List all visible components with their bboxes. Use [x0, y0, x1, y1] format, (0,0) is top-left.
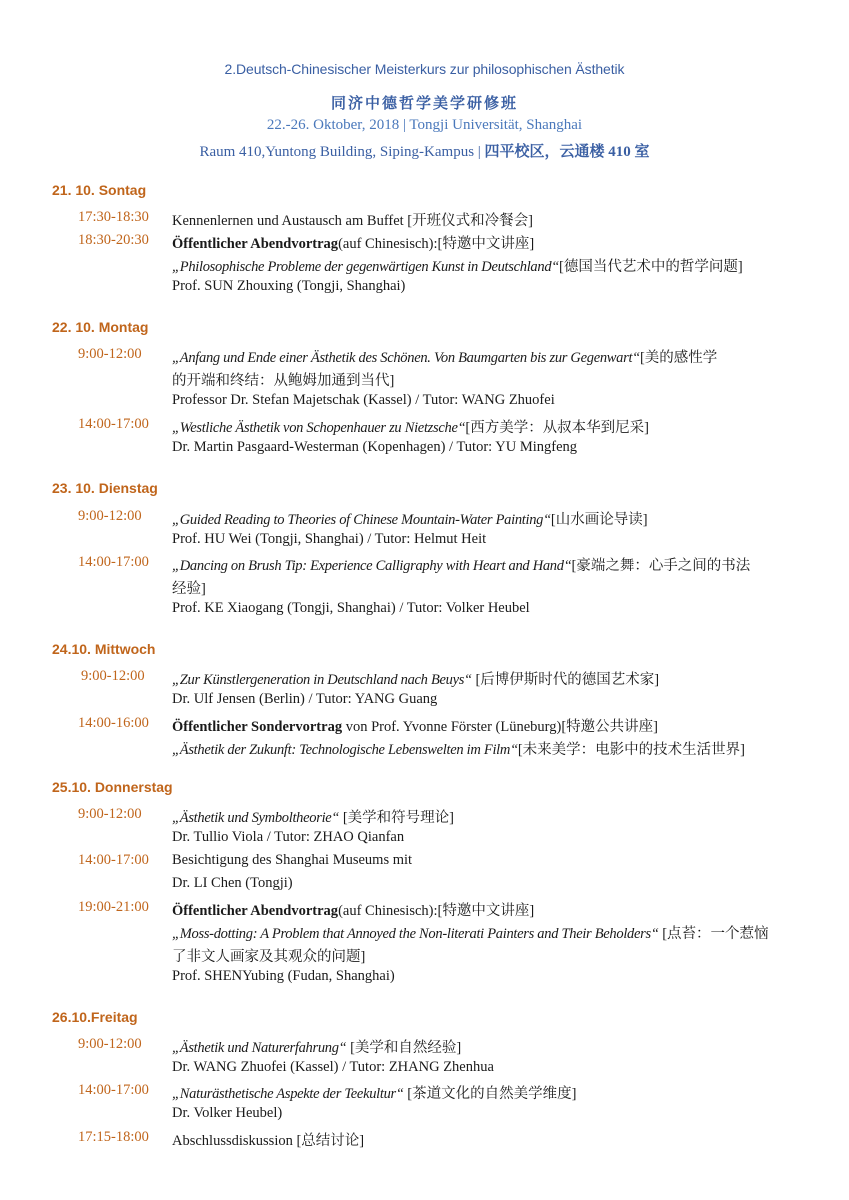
- session-title-line: [172, 554, 812, 575]
- session-title-cn: [美学和自然经验]: [346, 1040, 462, 1056]
- time-slot: 14:00-17:00: [78, 1082, 149, 1098]
- time-slot: 14:00-17:00: [78, 416, 149, 432]
- session-speaker: Dr. WANG Zhuofei (Kassel) / Tutor: ZHANG Zhenhua: [172, 1059, 494, 1075]
- room-chinese: 四平校区，云通楼 410 室: [484, 144, 650, 160]
- session-speaker: Prof. HU Wei (Tongji, Shanghai) / Tutor: Helmut Heit: [172, 531, 487, 547]
- time-slot: 9:00-12:00: [78, 806, 142, 822]
- session-title-cont: 的开端和终结：从鲍姆加通到当代]: [172, 373, 395, 389]
- session-title-line: [172, 508, 812, 529]
- time-slot: 19:00-21:00: [78, 899, 149, 915]
- session-speaker: Dr. Tullio Viola / Tutor: ZHAO Qianfan: [172, 829, 405, 845]
- session-title-cn: [未来美学：电影中的技术生活世界]: [517, 742, 745, 758]
- session-text: Besichtigung des Shanghai Museums mit: [172, 852, 413, 868]
- session-title-line: [172, 668, 812, 689]
- time-slot: 14:00-16:00: [78, 715, 149, 731]
- course-title: 2.Deutsch-Chinesischer Meisterkurs zur philosophischen Ästhetik: [224, 61, 625, 77]
- room-text: Raum 410,Yuntong Building, Siping-Kampus |: [199, 144, 481, 160]
- session-title-cn: [豪端之舞：心手之间的书法: [571, 558, 751, 574]
- chinese-title: 同济中德哲学美学研修班: [330, 96, 518, 112]
- session-title: „Naturästhetische Aspekte der Teekultur“: [172, 1086, 404, 1102]
- session-speaker: Dr. Martin Pasgaard-Westerman (Kopenhagen) / Tutor: YU Mingfeng: [172, 439, 578, 455]
- session-title-cn: [点苔：一个惹恼: [658, 926, 769, 942]
- session-title: „Ästhetik und Naturerfahrung“: [172, 1040, 347, 1056]
- session-title-cn: [茶道文化的自然美学维度]: [403, 1086, 577, 1102]
- session-title: „Moss-dotting: A Problem that Annoyed the Non-literati Painters and Their Beholders“: [172, 926, 659, 942]
- session-speaker: Prof. SUN Zhouxing (Tongji, Shanghai): [172, 278, 406, 294]
- time-slot: 9:00-12:00: [81, 668, 145, 684]
- session-title-line: [172, 738, 812, 759]
- session-title: „Guided Reading to Theories of Chinese Mountain-Water Painting“: [172, 512, 551, 528]
- time-slot: 14:00-17:00: [78, 852, 149, 868]
- session-title-line: [172, 255, 812, 276]
- session-title-line: [172, 922, 812, 943]
- time-slot: 14:00-17:00: [78, 554, 149, 570]
- session-title: „Ästhetik und Symboltheorie“: [172, 810, 340, 826]
- session-title: „Zur Künstlergeneration in Deutschland nach Beuys“: [172, 672, 472, 688]
- session-title-line: [172, 416, 812, 437]
- day-heading-23: 23. 10. Dienstag: [52, 480, 158, 496]
- day-heading-21: 21. 10. Sontag: [52, 182, 147, 198]
- session-speaker: Dr. LI Chen (Tongji): [172, 875, 293, 891]
- session-title-line: [172, 806, 812, 827]
- time-slot: 17:15-18:00: [78, 1129, 149, 1145]
- day-heading-22: 22. 10. Montag: [52, 319, 149, 335]
- session-text: Kennenlernen und Austausch am Buffet [开班仪式和冷餐会]: [172, 213, 533, 229]
- session-title-cont: 经验]: [172, 581, 206, 597]
- day-heading-26: 26.10.Freitag: [52, 1009, 138, 1025]
- session-speaker: Professor Dr. Stefan Majetschak (Kassel) / Tutor: WANG Zhuofei: [172, 392, 555, 408]
- day-heading-25: 25.10. Donnerstag: [52, 779, 173, 795]
- session-title: „Philosophische Probleme der gegenwärtigen Kunst in Deutschland“: [172, 259, 560, 275]
- session-title-line: [172, 1036, 812, 1057]
- session-header: [172, 899, 812, 920]
- session-title-line: [172, 346, 812, 367]
- session-speaker: Prof. KE Xiaogang (Tongji, Shanghai) / Tutor: Volker Heubel: [172, 600, 530, 616]
- session-speaker: Dr. Ulf Jensen (Berlin) / Tutor: YANG Guang: [172, 691, 438, 707]
- session-title-cn: [山水画论导读]: [550, 512, 648, 528]
- session-title-cn: [美的感性学: [639, 350, 718, 366]
- day-heading-24: 24.10. Mittwoch: [52, 641, 156, 657]
- session-header: [172, 715, 812, 736]
- session-speaker: Prof. SHENYubing (Fudan, Shanghai): [172, 968, 395, 984]
- time-slot: 18:30-20:30: [78, 232, 149, 248]
- session-type: Öffentlicher Sondervortrag: [172, 719, 343, 735]
- session-type: Öffentlicher Abendvortrag: [172, 236, 339, 252]
- time-slot: 9:00-12:00: [78, 1036, 142, 1052]
- session-title: „Ästhetik der Zukunft: Technologische Lebenswelten im Film“: [172, 742, 518, 758]
- session-title-cont: 了非文人画家及其观众的问题]: [172, 949, 366, 965]
- session-title-line: [172, 1082, 812, 1103]
- session-text: von Prof. Yvonne Förster (Lüneburg)[特邀公共讲座]: [342, 719, 658, 735]
- time-slot: 9:00-12:00: [78, 508, 142, 524]
- session-text: (auf Chinesisch):[特邀中文讲座]: [338, 236, 535, 252]
- date-location: 22.-26. Oktober, 2018 | Tongji Universität, Shanghai: [266, 117, 583, 133]
- session-title: „Anfang und Ende einer Ästhetik des Schönen. Von Baumgarten bis zur Gegenwart“: [172, 350, 640, 366]
- session-title: „Westliche Ästhetik von Schopenhauer zu Nietzsche“: [172, 420, 466, 436]
- time-slot: 9:00-12:00: [78, 346, 142, 362]
- session-text: (auf Chinesisch):[特邀中文讲座]: [338, 903, 535, 919]
- session-title-cn: [西方美学：从叔本华到尼采]: [465, 420, 650, 436]
- session-title-cn: [美学和符号理论]: [339, 810, 454, 826]
- time-slot: 17:30-18:30: [78, 209, 149, 225]
- session-speaker: Dr. Volker Heubel): [172, 1105, 283, 1121]
- session-title-cn: [后博伊斯时代的德国艺术家]: [471, 672, 660, 688]
- session-text: Abschlussdiskussion [总结讨论]: [172, 1133, 365, 1149]
- session-type: Öffentlicher Abendvortrag: [172, 903, 339, 919]
- session-title: „Dancing on Brush Tip: Experience Calligraphy with Heart and Hand“: [172, 558, 572, 574]
- session-header: [172, 232, 812, 253]
- session-title-cn: [德国当代艺术中的哲学问题]: [559, 259, 743, 275]
